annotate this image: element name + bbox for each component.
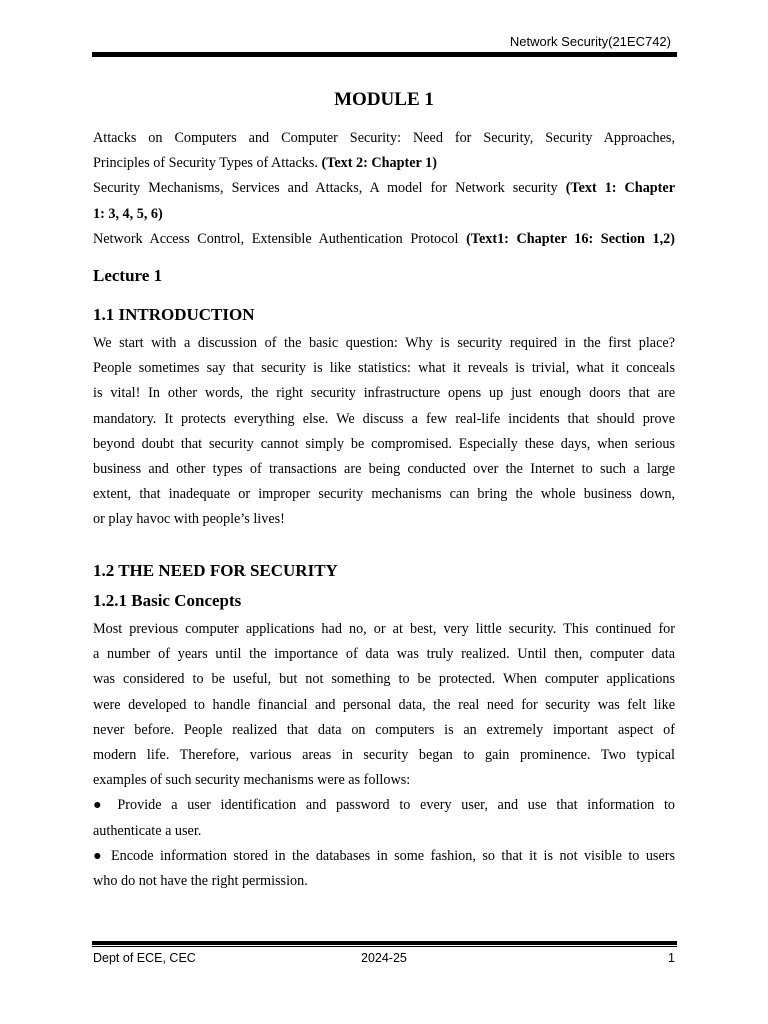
- header-rule: [92, 52, 677, 57]
- footer-rule: [92, 941, 677, 945]
- syllabus-line: Attacks on Computers and Computer Security: Need for Security, Security Approaches,: [93, 130, 675, 146]
- syllabus-reference: (Text 1: Chapter: [565, 180, 675, 197]
- bullet-item-continuation: authenticate a user.: [93, 822, 202, 839]
- syllabus-block: [93, 126, 675, 252]
- subsection-heading-basic-concepts: 1.2.1 Basic Concepts: [93, 591, 242, 610]
- running-header: Network Security(21EC742): [509, 34, 671, 49]
- footer-academic-year: 2024-25: [361, 951, 407, 965]
- bullet-item-continuation: who do not have the right permission.: [93, 872, 308, 889]
- page-footer: [93, 950, 675, 966]
- syllabus-line: [93, 227, 675, 252]
- paragraph-line: beyond doubt that security cannot simply be compromised. Especially these days, when serious: [93, 435, 675, 452]
- paragraph-line: never before. People realized that data on computers is an extremely important aspect of: [93, 721, 675, 738]
- module-title: MODULE 1: [334, 89, 434, 110]
- syllabus-line: [93, 151, 675, 176]
- paragraph-line: Most previous computer applications had no, or at best, very little security. This continued for: [93, 621, 675, 637]
- section-heading-need-for-security: 1.2 THE NEED FOR SECURITY: [93, 561, 338, 580]
- bullet-item: ● Provide a user identification and password to every user, and use that information to: [93, 797, 675, 814]
- paragraph-line: or play havoc with people’s lives!: [93, 511, 285, 528]
- footer-department: Dept of ECE, CEC: [93, 951, 196, 965]
- footer-page-number: 1: [668, 951, 675, 965]
- paragraph-line: was considered to be useful, but not something to be protected. When computer applications: [93, 671, 675, 688]
- lecture-title: Lecture 1: [93, 266, 163, 285]
- syllabus-reference: (Text 2: Chapter 1): [321, 155, 437, 172]
- paragraph-line: examples of such security mechanisms were as follows:: [93, 772, 411, 789]
- introduction-paragraph: [93, 331, 675, 533]
- syllabus-line: [93, 202, 675, 227]
- syllabus-reference: 1: 3, 4, 5, 6): [93, 205, 163, 222]
- syllabus-line: [93, 176, 675, 201]
- bullet-item: ● Encode information stored in the databases in some fashion, so that it is not visible to users: [93, 847, 675, 864]
- footer-rule-thin: [92, 946, 677, 947]
- paragraph-line: were developed to handle financial and personal data, the real need for security was felt like: [93, 696, 675, 713]
- paragraph-line: modern life. Therefore, various areas in security began to gain prominence. Two typical: [93, 746, 675, 763]
- paragraph-line: People sometimes say that security is like statistics: what it reveals is trivial, what it conceals: [93, 360, 675, 377]
- syllabus-text: Security Mechanisms, Services and Attacks, A model for Network security: [93, 180, 558, 197]
- paragraph-line: is vital! In other words, the right security infrastructure opens up just enough doors that are: [93, 385, 675, 402]
- paragraph-line: a number of years until the importance of data was truly realized. Until then, computer data: [93, 646, 675, 663]
- syllabus-text: Network Access Control, Extensible Authentication Protocol: [93, 230, 459, 247]
- syllabus-reference: (Text1: Chapter 16: Section 1,2): [466, 230, 675, 247]
- paragraph-line: business and other types of transactions are being conducted over the Internet to such a large: [93, 460, 675, 477]
- paragraph-line: extent, that inadequate or improper security mechanisms can bring the whole business down,: [93, 486, 675, 503]
- paragraph-line: mandatory. It protects everything else. We discuss a few real-life incidents that should prove: [93, 410, 675, 427]
- paragraph-line: We start with a discussion of the basic question: Why is security required in the first place?: [93, 335, 675, 351]
- syllabus-text: Principles of Security Types of Attacks.: [93, 155, 318, 172]
- basic-concepts-paragraph: [93, 617, 675, 894]
- section-heading-introduction: 1.1 INTRODUCTION: [93, 305, 255, 324]
